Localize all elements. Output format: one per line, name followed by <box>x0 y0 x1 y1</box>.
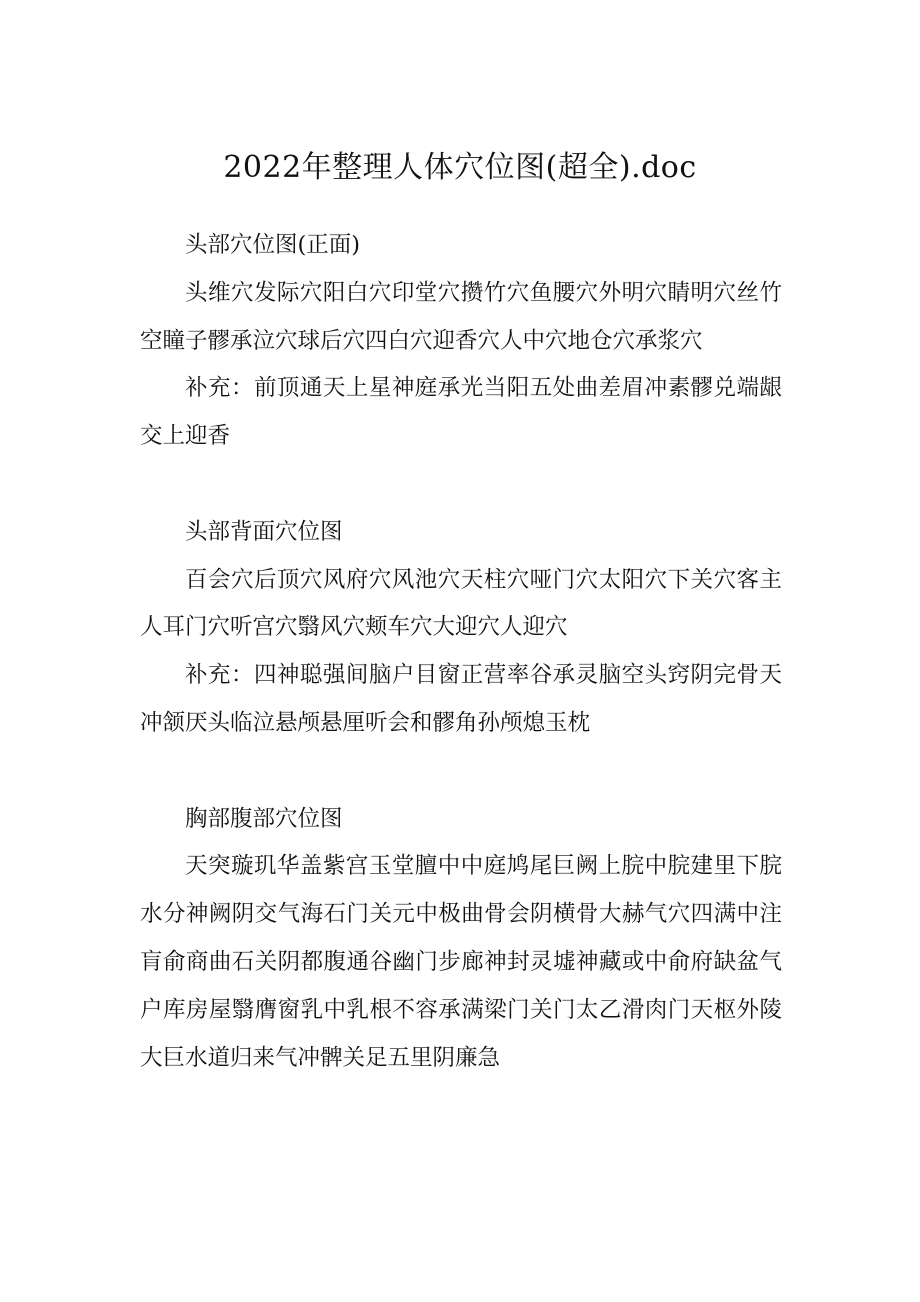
section-heading-chest-abdomen: 胸部腹部穴位图 <box>185 805 343 832</box>
acupoint-list-head-back: 百会穴后顶穴风府穴风池穴天柱穴哑门穴太阳穴下关穴客主人耳门穴听宫穴翳风穴颊车穴大迎穴人迎穴 <box>140 566 782 641</box>
paragraph-gap <box>140 748 782 796</box>
supplement-head-front: 补充：前顶通天上星神庭承光当阳五处曲差眉冲素髎兑端龈交上迎香 <box>140 375 782 450</box>
supplement-head-back: 补充：四神聪强间脑户目窗正营率谷承灵脑空头窍阴完骨天冲颔厌头临泣悬颅悬厘听会和髎角孙颅熄玉枕 <box>140 662 782 736</box>
section-heading-head-back: 头部背面穴位图 <box>185 518 343 545</box>
document-title: 2022年整理人体穴位图(超全).doc <box>223 150 697 185</box>
section-heading-head-front: 头部穴位图(正面) <box>185 232 361 258</box>
acupoint-list-head-front: 头维穴发际穴阳白穴印堂穴攒竹穴鱼腰穴外明穴睛明穴丝竹空瞳子髎承泣穴球后穴四白穴迎香穴人中穴地仓穴承浆穴 <box>140 279 782 354</box>
paragraph-gap <box>140 461 782 509</box>
acupoint-list-chest-abdomen: 天突璇玑华盖紫宫玉堂膻中中庭鸠尾巨阙上脘中脘建里下脘水分神阙阴交气海石门关元中极曲骨会阴横骨大赫气穴四满中注肓俞商曲石关阴都腹通谷幽门步廊神封灵墟神藏或中俞府缺盆气户库房屋翳膺窗乳中乳根不容承满梁门关门太乙滑肉门天枢外陵大巨水道归来气冲髀关足五里阴廉急 <box>140 853 782 1071</box>
document-body <box>140 222 782 1082</box>
